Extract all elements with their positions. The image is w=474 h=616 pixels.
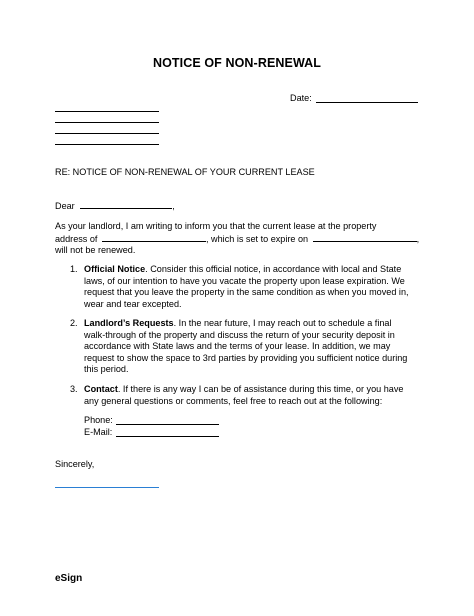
item-3-heading: Contact <box>84 384 118 394</box>
re-line: RE: NOTICE OF NON-RENEWAL OF YOUR CURRENT LEASE <box>55 167 315 177</box>
item-2-heading: Landlord’s Requests <box>84 318 174 328</box>
recipient-address-line-4[interactable] <box>55 144 159 145</box>
phone-label: Phone: <box>84 415 113 425</box>
recipient-address-line-2[interactable] <box>55 122 159 123</box>
esign-logo: eSign <box>55 573 83 584</box>
intro-paragraph <box>55 221 419 257</box>
salutation: Dear , <box>55 201 175 211</box>
item-1-number: 1. <box>70 264 78 274</box>
closing: Sincerely, <box>55 459 95 469</box>
intro-line-1: As your landlord, I am writing to inform you that the current lease at the property <box>55 221 377 231</box>
property-address-field[interactable] <box>102 233 206 242</box>
intro-line-3: will not be renewed. <box>55 245 136 255</box>
email-label: E-Mail: <box>84 427 113 437</box>
date-label: Date: <box>290 93 312 103</box>
date-field[interactable] <box>316 102 418 103</box>
recipient-address-line-1[interactable] <box>55 111 159 112</box>
item-1-body: Official Notice. Consider this official notice, in accordance with local and State laws, of our intention to have you vacate the property upon lease expiration. We request that you leave the property in the same condition as when you moved in, wear and tear excepted. <box>84 264 409 309</box>
tenant-name-field[interactable] <box>80 200 172 209</box>
item-1-heading: Official Notice <box>84 264 146 274</box>
recipient-address-line-3[interactable] <box>55 133 159 134</box>
item-3-body: Contact. If there is any way I can be of assistance during this time, or you have any general questions or comments, feel free to reach out at the following: <box>84 384 404 406</box>
item-2-number: 2. <box>70 318 78 328</box>
email-field[interactable] <box>116 436 219 437</box>
salutation-text: Dear <box>55 201 75 211</box>
intro-line-2: address of , which is set to expire on , <box>55 233 420 244</box>
document-title: NOTICE OF NON-RENEWAL <box>152 56 322 70</box>
expiration-date-field[interactable] <box>313 233 417 242</box>
item-3-number: 3. <box>70 384 78 394</box>
signature-field[interactable] <box>55 487 159 488</box>
item-2-body: Landlord’s Requests. In the near future, I may reach out to schedule a final walk-through of the property and discuss the return of your security deposit in accordance with State laws and the terms of your lease. In addition, we may request to show the space to 3rd parties by providing you sufficient notice during this period. <box>84 318 408 374</box>
phone-field[interactable] <box>116 424 219 425</box>
